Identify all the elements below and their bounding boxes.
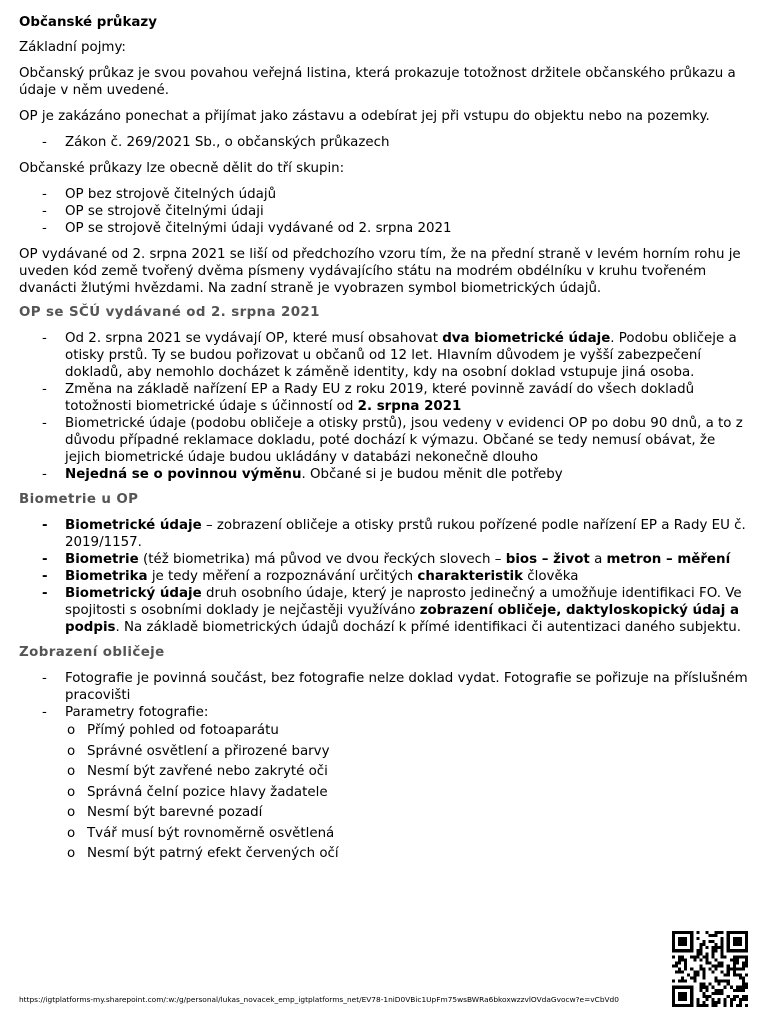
dash-bullet: -: [42, 331, 47, 346]
list-item: o Správná čelní pozice hlavy žadatele: [19, 783, 749, 804]
op-scu-list: [19, 330, 749, 483]
dash-bullet: -: [42, 416, 47, 431]
law-list: [19, 134, 749, 151]
qr-code-icon: [672, 931, 748, 1007]
circle-bullet: o: [67, 743, 76, 759]
photo-parameters-list: [19, 721, 749, 865]
new-op-paragraph: OP vydávané od 2. srpna 2021 se liší od předchozího vzoru tím, že na přední straně v levém horním rohu je uveden kód země tvořený dvěma písmeny vydávajícího státu na modrém obdélníku v kruhu tvořeném dvanácti žlutými hvězdami. Na zadní straně je vyobrazen symbol biometrických údajů.: [19, 247, 741, 296]
list-item: - Od 2. srpna 2021 se vydávají OP, které musí obsahovat dva biometrické údaje. Podobu obličeje a otisky prstů. Ty se budou pořizovat u občanů od 12 let. Hlavním důvodem je vyšší zabezpečení dokladů, aby nemohlo docházet k záměně identity, kdy na osobní doklad vstupuje jiná osoba.: [42, 331, 737, 380]
circle-bullet: o: [67, 825, 76, 841]
list-item: - Biometrický údaje druh osobního údaje, který je naprosto jedinečný a umožňuje identifikaci FO. Ve spojitosti s osobními doklady je nejčastěji využíváno zobrazení obličeje, daktyloskopický údaj a podpis. Na základě biometrických údajů dochází k přímé identifikaci či autentizaci daného subjektu.: [42, 586, 742, 635]
dash-bullet: -: [42, 569, 48, 584]
list-item: - Biometrie (též biometrika) má původ ve dvou řeckých slovech – bios – život a metron – měření: [42, 552, 731, 567]
list-item: - OP se strojově čitelnými údaji vydávané od 2. srpna 2021: [42, 221, 452, 236]
list-item: - Biometrické údaje – zobrazení obličeje a otisky prstů rukou pořízené podle nařízení EP a Rady EU č. 2019/1157.: [42, 518, 746, 550]
document-title: Občanské průkazy: [19, 15, 157, 30]
list-item: - Změna na základě nařízení EP a Rady EU z roku 2019, které povinně zavádí do všech dokladů totožnosti biometrické údaje s účinností od 2. srpna 2021: [42, 382, 695, 414]
circle-bullet: o: [67, 805, 76, 820]
zobrazeni-list: [19, 670, 749, 721]
dash-bullet: -: [42, 204, 47, 219]
list-item: - Nejedná se o povinnou výměnu. Občané si je budou měnit dle potřeby: [42, 467, 563, 482]
circle-bullet: o: [67, 784, 76, 800]
section-heading-zobrazeni: Zobrazení obličeje: [19, 645, 165, 660]
list-item: - OP se strojově čitelnými údaji: [42, 204, 264, 219]
list-item: o Nesmí být barevné pozadí: [19, 803, 749, 824]
list-item: - Fotografie je povinná součást, bez fotografie nelze doklad vydat. Fotografie se pořizuje na příslušném pracovišti: [42, 671, 748, 703]
section-heading-biometrie: Biometrie u OP: [19, 492, 139, 507]
dash-bullet: -: [42, 671, 47, 686]
dash-bullet: -: [42, 187, 47, 202]
list-item: - Biometrické údaje (podobu obličeje a otisky prstů), jsou vedeny v evidenci OP po dobu 90 dnů, a to z důvodu případné reklamace dokladu, poté dochází k výmazu. Občané se tedy nemusí obávat, že jejich biometrické údaje budou ukládány v databázi nekonečně dlouho: [42, 416, 743, 465]
list-item: o Nesmí být patrný efekt červených očí: [19, 844, 749, 865]
circle-bullet: o: [67, 846, 76, 861]
biometrie-list: [19, 517, 749, 636]
circle-bullet: o: [67, 723, 76, 738]
list-item: o Přímý pohled od fotoaparátu: [19, 721, 749, 742]
dash-bullet: -: [42, 552, 48, 567]
definition-paragraph: Občanský průkaz je svou povahou veřejná listina, která prokazuje totožnost držitele občanského průkazu a údaje v něm uvedené.: [19, 66, 736, 98]
list-item: o Správné osvětlení a přirozené barvy: [19, 742, 749, 763]
list-item: - OP bez strojově čitelných údajů: [42, 187, 277, 202]
list-item: o Nesmí být zavřené nebo zakryté oči: [19, 762, 749, 783]
groups-label: Občanské průkazy lze obecně dělit do tří skupin:: [19, 161, 345, 176]
dash-bullet: -: [42, 467, 47, 482]
dash-bullet: -: [42, 221, 47, 236]
forbidden-paragraph: OP je zakázáno ponechat a přijímat jako zástavu a odebírat jej při vstupu do objektu nebo na pozemky.: [19, 109, 710, 124]
dash-bullet: -: [42, 382, 47, 397]
dash-bullet: -: [42, 135, 47, 150]
dash-bullet: -: [42, 518, 48, 533]
list-item: o Tvář musí být rovnoměrně osvětlená: [19, 824, 749, 845]
list-item: - Parametry fotografie:: [42, 705, 209, 720]
dash-bullet: -: [42, 705, 47, 720]
section-heading-op-scu: OP se SČÚ vydávané od 2. srpna 2021: [19, 305, 320, 320]
basics-label: Základní pojmy:: [19, 40, 126, 55]
circle-bullet: o: [67, 764, 76, 779]
footer-url[interactable]: https://igtplatforms-my.sharepoint.com/:w:/g/personal/lukas_novacek_emp_igtplatforms_net/EV78-1niD0VBic1UpFm75wsBWRa6bkoxwzzvlOVdaGvocw?e=vCbVd0: [19, 995, 619, 1004]
document-body: [19, 14, 749, 865]
list-item: - Zákon č. 269/2021 Sb., o občanských průkazech: [42, 135, 390, 150]
groups-list: [19, 186, 749, 237]
list-item: - Biometrika je tedy měření a rozpoznávání určitých charakteristik člověka: [42, 569, 579, 584]
dash-bullet: -: [42, 586, 48, 601]
